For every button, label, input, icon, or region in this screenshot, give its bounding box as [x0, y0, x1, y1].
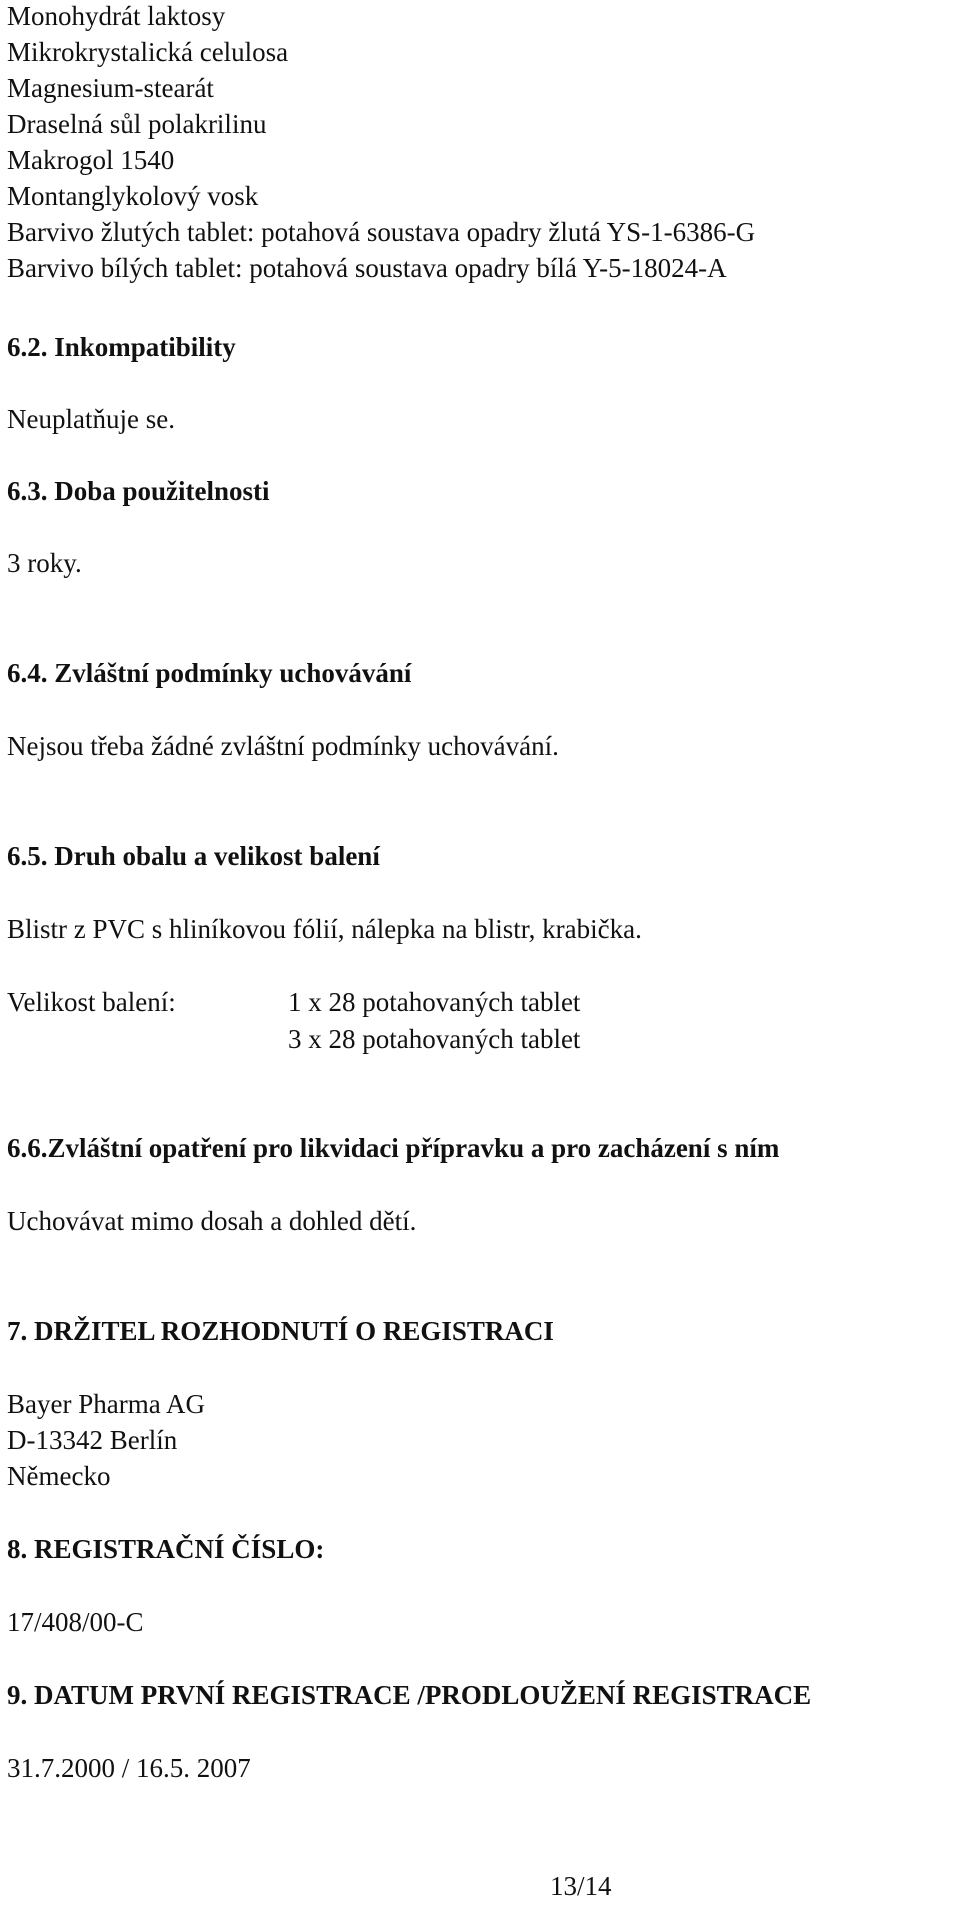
registration-dates: 31.7.2000 / 16.5. 2007 — [7, 1753, 251, 1783]
section-6-6-text: Uchovávat mimo dosah a dohled dětí. — [7, 1206, 417, 1236]
holder-name: Bayer Pharma AG — [7, 1389, 205, 1419]
excipient-line: Makrogol 1540 — [7, 145, 175, 175]
excipient-line: Magnesium-stearát — [7, 73, 214, 103]
pack-size-label: Velikost balení: — [7, 987, 176, 1017]
pack-size-item: 1 x 28 potahovaných tablet — [288, 987, 581, 1017]
section-7-heading: 7. DRŽITEL ROZHODNUTÍ O REGISTRACI — [7, 1316, 554, 1346]
section-6-2-heading: 6.2. Inkompatibility — [7, 332, 236, 362]
section-6-3-heading: 6.3. Doba použitelnosti — [7, 476, 270, 506]
section-6-5-heading: 6.5. Druh obalu a velikost balení — [7, 841, 380, 871]
registration-number: 17/408/00-C — [7, 1607, 144, 1637]
section-8-heading: 8. REGISTRAČNÍ ČÍSLO: — [7, 1534, 325, 1564]
section-6-5-text: Blistr z PVC s hliníkovou fólií, nálepka na blistr, krabička. — [7, 914, 642, 944]
holder-country: Německo — [7, 1461, 111, 1491]
excipient-line: Barvivo žlutých tablet: potahová soustava opadry žlutá YS-1-6386-G — [7, 217, 756, 247]
page-number: 13/14 — [550, 1871, 612, 1901]
section-6-4-text: Nejsou třeba žádné zvláštní podmínky uchovávání. — [7, 731, 559, 761]
section-6-2-text: Neuplatňuje se. — [7, 404, 175, 434]
section-9-heading: 9. DATUM PRVNÍ REGISTRACE /PRODLOUŽENÍ REGISTRACE — [7, 1680, 812, 1710]
excipient-line: Draselná sůl polakrilinu — [7, 109, 267, 139]
section-6-6-heading: 6.6.Zvláštní opatření pro likvidaci přípravku a pro zacházení s ním — [7, 1133, 780, 1163]
section-6-3-text: 3 roky. — [7, 548, 82, 578]
excipient-line: Monohydrát laktosy — [7, 1, 226, 31]
excipient-line: Barvivo bílých tablet: potahová soustava opadry bílá Y-5-18024-A — [7, 253, 727, 283]
excipient-line: Mikrokrystalická celulosa — [7, 37, 289, 67]
pack-size-item: 3 x 28 potahovaných tablet — [288, 1024, 581, 1054]
excipient-line: Montanglykolový vosk — [7, 181, 259, 211]
section-6-4-heading: 6.4. Zvláštní podmínky uchovávání — [7, 658, 412, 688]
holder-address: D-13342 Berlín — [7, 1425, 178, 1455]
